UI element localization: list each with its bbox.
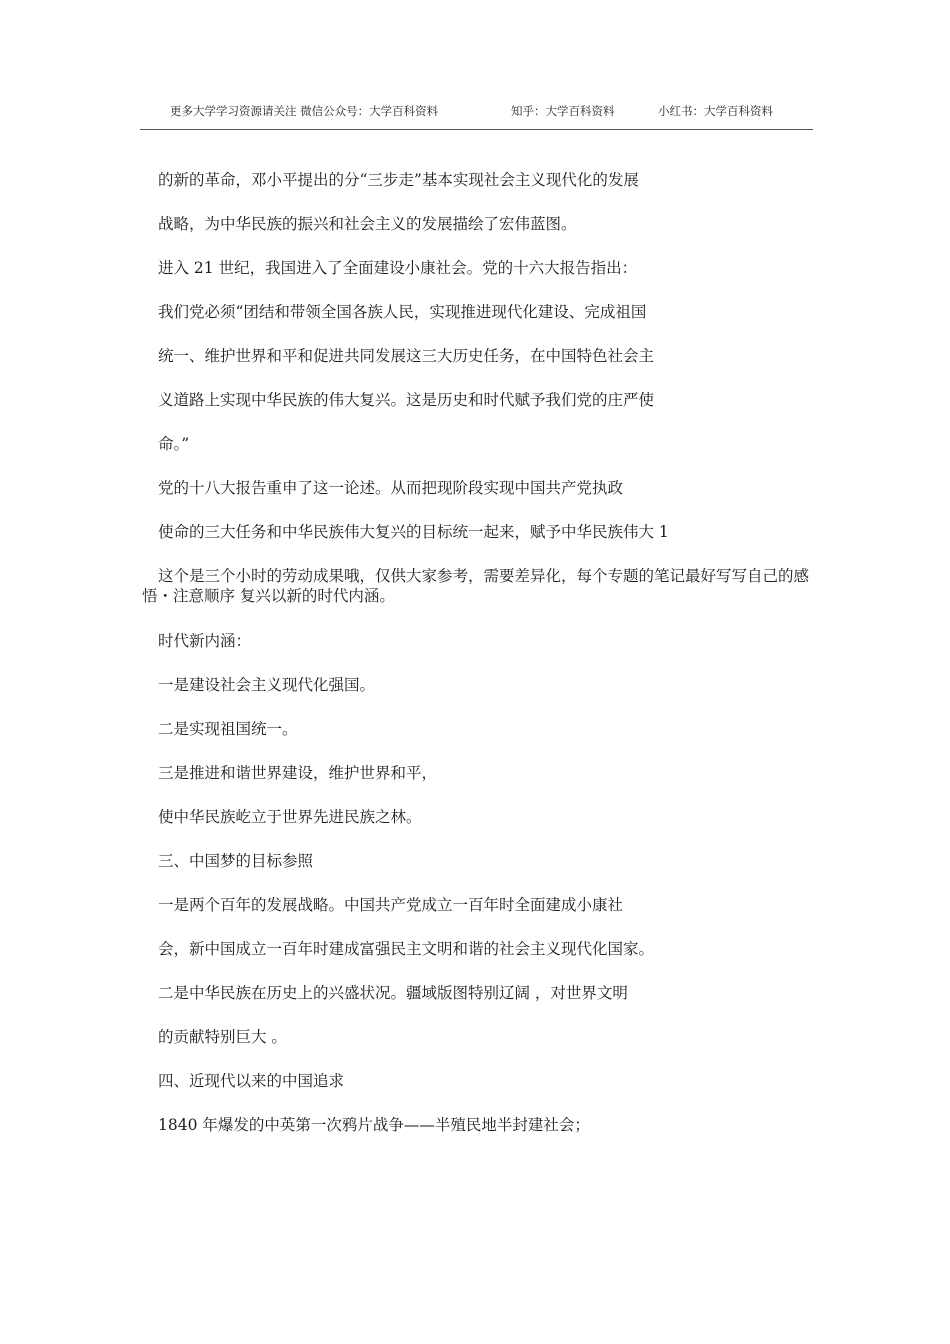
body-line: 进入 21 世纪，我国进入了全面建设小康社会。党的十六大报告指出：: [158, 259, 638, 277]
body-line-wrapped: 这个是三个小时的劳动成果哦，仅供大家参考，需要差异化，每个专题的笔记最好写写自己的感悟・注意顺序 复兴以新的时代内涵。: [142, 567, 810, 605]
body-line: 战略，为中华民族的振兴和社会主义的发展描绘了宏伟蓝图。: [158, 215, 577, 233]
body-line: 义道路上实现中华民族的伟大复兴。这是历史和时代赋予我们党的庄严使: [158, 391, 655, 409]
body-line: 党的十八大报告重申了这一论述。从而把现阶段实现中国共产党执政: [158, 479, 624, 497]
body-line: 命。”: [158, 435, 190, 453]
body-line: 使命的三大任务和中华民族伟大复兴的目标统一起来，赋予中华民族伟大 1: [158, 523, 669, 541]
section-heading: 三、中国梦的目标参照: [158, 852, 314, 870]
header-xiaohongshu-note: 小红书：大学百科资料: [658, 104, 773, 118]
header-wechat-note: 更多大学学习资源请关注 微信公众号：大学百科资料: [170, 104, 439, 118]
body-line: 的新的革命，邓小平提出的分“三步走”基本实现社会主义现代化的发展: [158, 171, 639, 189]
body-line: 二是中华民族在历史上的兴盛状况。疆域版图特别辽阔 ，对世界文明: [158, 984, 628, 1002]
body-line: 二是实现祖国统一。: [158, 720, 298, 738]
body-line: 的贡献特别巨大 。: [158, 1028, 287, 1046]
body-line: 统一、维护世界和平和促进共同发展这三大历史任务，在中国特色社会主: [158, 347, 655, 365]
body-line: 会，新中国成立一百年时建成富强民主文明和谐的社会主义现代化国家。: [158, 940, 655, 958]
header-zhihu-note: 知乎：大学百科资料: [511, 104, 615, 118]
body-line: 使中华民族屹立于世界先进民族之林。: [158, 808, 422, 826]
body-line: 时代新内涵：: [158, 632, 252, 650]
body-line: 一是两个百年的发展战略。中国共产党成立一百年时全面建成小康社: [158, 896, 624, 914]
body-line: 我们党必须“团结和带领全国各族人民，实现推进现代化建设、完成祖国: [158, 303, 647, 321]
body-line: 三是推进和谐世界建设，维护世界和平，: [158, 764, 438, 782]
body-line: 1840 年爆发的中英第一次鸦片战争——半殖民地半封建社会；: [158, 1116, 590, 1134]
page-header: [0, 103, 950, 123]
body-line: 一是建设社会主义现代化强国。: [158, 676, 376, 694]
header-divider: [140, 129, 813, 130]
section-heading: 四、近现代以来的中国追求: [158, 1072, 345, 1090]
